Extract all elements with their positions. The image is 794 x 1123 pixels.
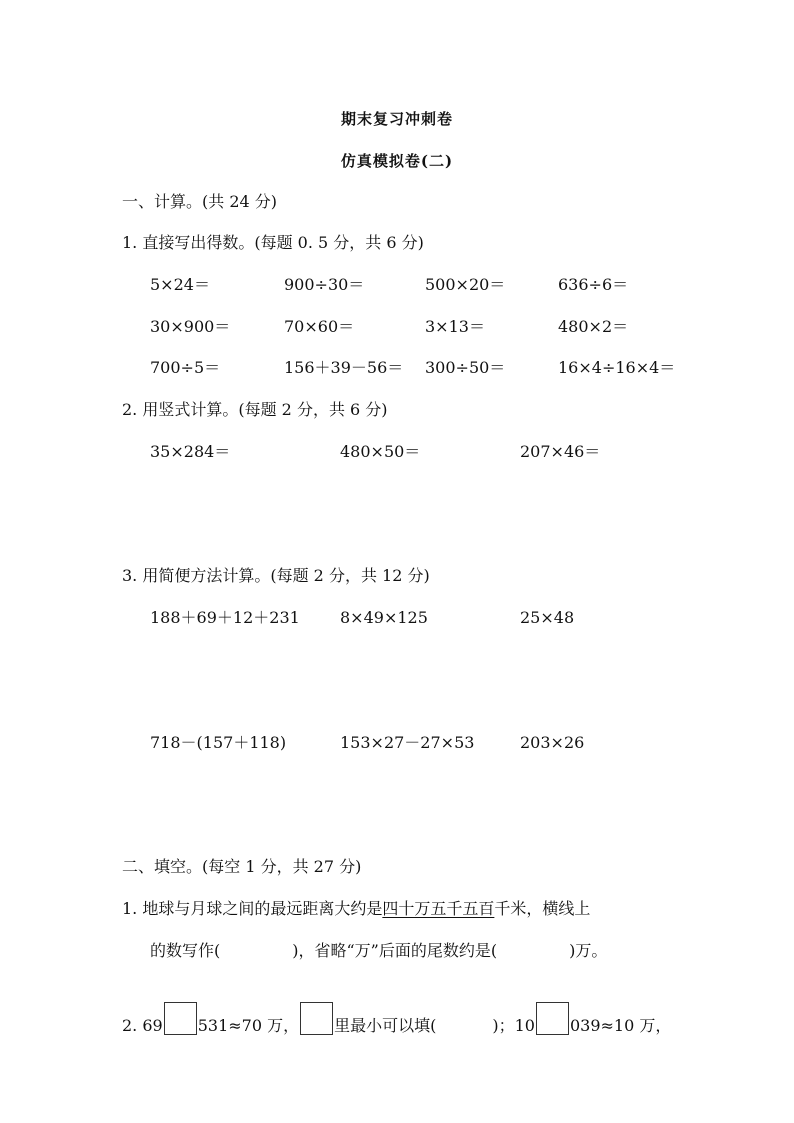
q1-item: 500×20＝	[425, 275, 506, 294]
q3-label: 3. 用简便方法计算。(每题 2 分，共 12 分)	[122, 566, 430, 585]
fill-q2-line	[122, 1002, 671, 1036]
fill-q1-line2	[150, 941, 607, 961]
q1-item: 300÷50＝	[425, 358, 506, 377]
q1-item: 700÷5＝	[150, 358, 221, 377]
digit-box[interactable]	[300, 1002, 333, 1035]
fill-q2-text-a: 2. 69	[122, 1016, 163, 1035]
fill-q1-text-c: 的数写作(	[150, 941, 221, 960]
q1-item: 5×24＝	[150, 275, 210, 294]
q3-item: 153×27－27×53	[340, 733, 475, 752]
digit-box[interactable]	[536, 1002, 569, 1035]
q1-item: 900÷30＝	[284, 275, 365, 294]
q2-item: 480×50＝	[340, 442, 421, 461]
q1-item: 156＋39－56＝	[284, 358, 404, 377]
fill-q1-text-e: )万。	[569, 941, 608, 960]
page-subtitle: 仿真模拟卷(二)	[340, 152, 454, 170]
q3-item: 188＋69＋12＋231	[150, 608, 300, 627]
q2-item: 207×46＝	[520, 442, 601, 461]
section-2-heading: 二、填空。(每空 1 分，共 27 分)	[122, 857, 362, 876]
fill-q2-text-d: )；10	[492, 1016, 535, 1035]
fill-q1-text-b: 千米，横线上	[494, 899, 591, 918]
q2-item: 35×284＝	[150, 442, 231, 461]
q1-item: 30×900＝	[150, 317, 231, 336]
underlined-number-words: 四十万五千五百	[382, 899, 495, 918]
digit-box[interactable]	[164, 1002, 197, 1035]
q3-item: 203×26	[520, 733, 585, 752]
fill-q2-text-c: 里最小可以填(	[334, 1016, 437, 1035]
fill-q2-text-b: 531≈70 万，	[197, 1016, 300, 1035]
q1-item: 16×4÷16×4＝	[558, 358, 676, 377]
page-title: 期末复习冲刺卷	[340, 110, 453, 128]
q3-item: 25×48	[520, 608, 575, 627]
q1-item: 636÷6＝	[558, 275, 629, 294]
q1-label: 1. 直接写出得数。(每题 0. 5 分，共 6 分)	[122, 233, 424, 252]
section-1-heading: 一、计算。(共 24 分)	[122, 192, 278, 211]
q1-item: 480×2＝	[558, 317, 629, 336]
q1-item: 3×13＝	[425, 317, 485, 336]
fill-q1-text-d: )，省略“万”后面的尾数约是(	[292, 941, 498, 960]
fill-q1-line1	[122, 899, 590, 919]
q3-item: 8×49×125	[340, 608, 428, 627]
q1-item: 70×60＝	[284, 317, 355, 336]
q3-item: 718－(157＋118)	[150, 733, 287, 752]
fill-q2-text-e: 039≈10 万，	[569, 1016, 672, 1035]
q2-label: 2. 用竖式计算。(每题 2 分，共 6 分)	[122, 400, 388, 419]
fill-q1-text-a: 1. 地球与月球之间的最远距离大约是	[122, 899, 383, 918]
